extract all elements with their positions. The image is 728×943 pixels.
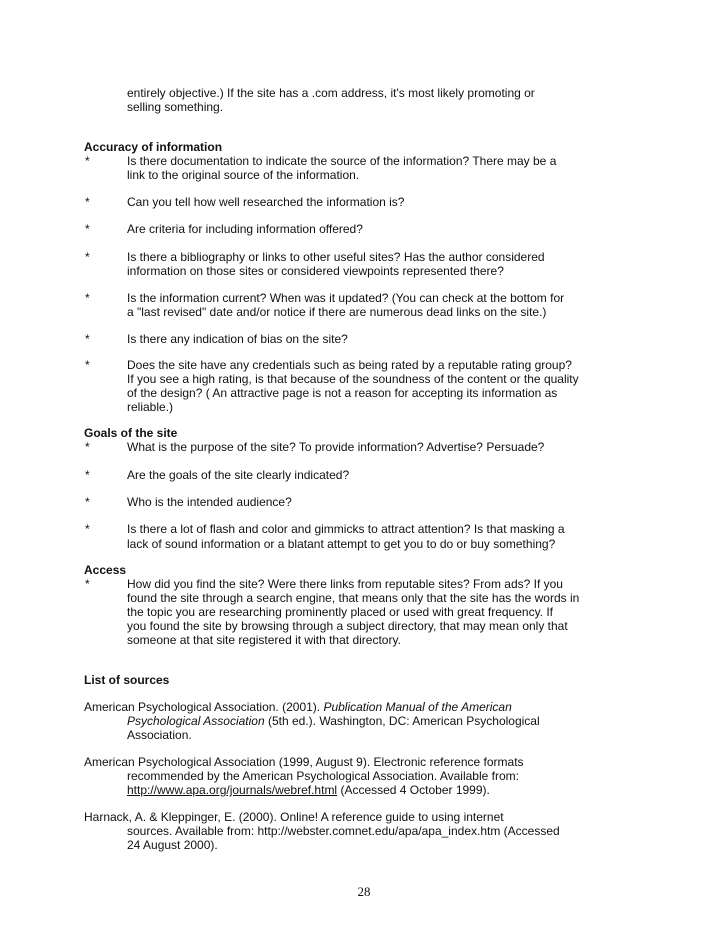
source-entry-line: American Psychological Association (1999, August 9). Electronic reference formats	[84, 755, 524, 769]
list-item-text: Who is the intended audience?	[127, 495, 292, 509]
list-item-text: Is there a bibliography or links to other useful sites? Has the author considered	[127, 250, 545, 264]
bullet-marker: *	[85, 250, 90, 264]
bullet-marker: *	[85, 195, 90, 209]
bullet-marker: *	[85, 440, 90, 454]
bullet-marker: *	[85, 468, 90, 482]
list-item-text: If you see a high rating, is that because of the soundness of the content or the quality	[127, 372, 579, 386]
list-item-text: Are the goals of the site clearly indicated?	[127, 468, 350, 482]
list-item-text: How did you find the site? Were there links from reputable sites? From ads? If you	[127, 577, 563, 591]
bullet-marker: *	[85, 522, 90, 536]
source-entry-line	[127, 783, 490, 797]
source-entry-line	[127, 714, 540, 728]
list-item-text: Are criteria for including information offered?	[127, 222, 363, 236]
source-entry-line: Association.	[127, 728, 192, 742]
list-item-text: reliable.)	[127, 400, 174, 414]
source-title: Publication Manual of the American	[323, 700, 512, 714]
source-entry-line: recommended by the American Psychological Association. Available from:	[127, 769, 519, 783]
list-item-text: Does the site have any credentials such as being rated by a reputable rating group?	[127, 358, 572, 372]
source-title: Psychological Association	[127, 714, 265, 728]
list-item-text: someone at that site registered it with that directory.	[127, 633, 401, 647]
source-url-link[interactable]: http://www.apa.org/journals/webref.html	[127, 783, 338, 797]
list-item-text: lack of sound information or a blatant attempt to get you to do or buy something?	[127, 537, 556, 551]
bullet-marker: *	[85, 358, 90, 372]
source-text: American Psychological Association. (2001).	[84, 700, 324, 714]
section-heading-accuracy: Accuracy of information	[84, 140, 223, 154]
bullet-marker: *	[85, 577, 90, 591]
source-entry-line: 24 August 2000).	[127, 838, 218, 852]
bullet-marker: *	[85, 332, 90, 346]
intro-line: selling something.	[127, 100, 224, 114]
section-heading-sources: List of sources	[84, 673, 170, 687]
list-item-text: you found the site by browsing through a subject directory, that may mean only that	[127, 619, 568, 633]
list-item-text: information on those sites or considered viewpoints represented there?	[127, 264, 504, 278]
section-heading-access: Access	[84, 563, 127, 577]
list-item-text: found the site through a search engine, that means only that the site has the words in	[127, 591, 580, 605]
list-item-text: What is the purpose of the site? To provide information? Advertise? Persuade?	[127, 440, 545, 454]
list-item-text: Is there documentation to indicate the source of the information? There may be a	[127, 154, 557, 168]
bullet-marker: *	[85, 291, 90, 305]
list-item-text: Is there a lot of flash and color and gimmicks to attract attention? Is that masking a	[127, 522, 565, 536]
bullet-marker: *	[85, 154, 90, 168]
source-entry-line: sources. Available from: http://webster.comnet.edu/apa/apa_index.htm (Accessed	[127, 824, 560, 838]
list-item-text: Is the information current? When was it updated? (You can check at the bottom for	[127, 291, 565, 305]
bullet-marker: *	[85, 495, 90, 509]
section-heading-goals: Goals of the site	[84, 426, 178, 440]
source-entry-line: Harnack, A. & Kleppinger, E. (2000). Online! A reference guide to using internet	[84, 810, 504, 824]
bullet-marker: *	[85, 222, 90, 236]
source-text: (Accessed 4 October 1999).	[337, 783, 490, 797]
list-item-text: of the design? ( An attractive page is not a reason for accepting its information as	[127, 386, 558, 400]
source-text: (5th ed.). Washington, DC: American Psychological	[264, 714, 540, 728]
intro-line: entirely objective.) If the site has a .com address, it's most likely promoting or	[127, 86, 535, 100]
list-item-text: Can you tell how well researched the information is?	[127, 195, 405, 209]
list-item-text: a "last revised" date and/or notice if there are numerous dead links on the site.)	[127, 305, 547, 319]
list-item-text: Is there any indication of bias on the site?	[127, 332, 348, 346]
list-item-text: link to the original source of the information.	[127, 168, 360, 182]
page-number: 28	[357, 884, 371, 899]
list-item-text: the topic you are researching prominently placed or used with great frequency. If	[127, 605, 554, 619]
source-entry-line	[84, 700, 512, 714]
